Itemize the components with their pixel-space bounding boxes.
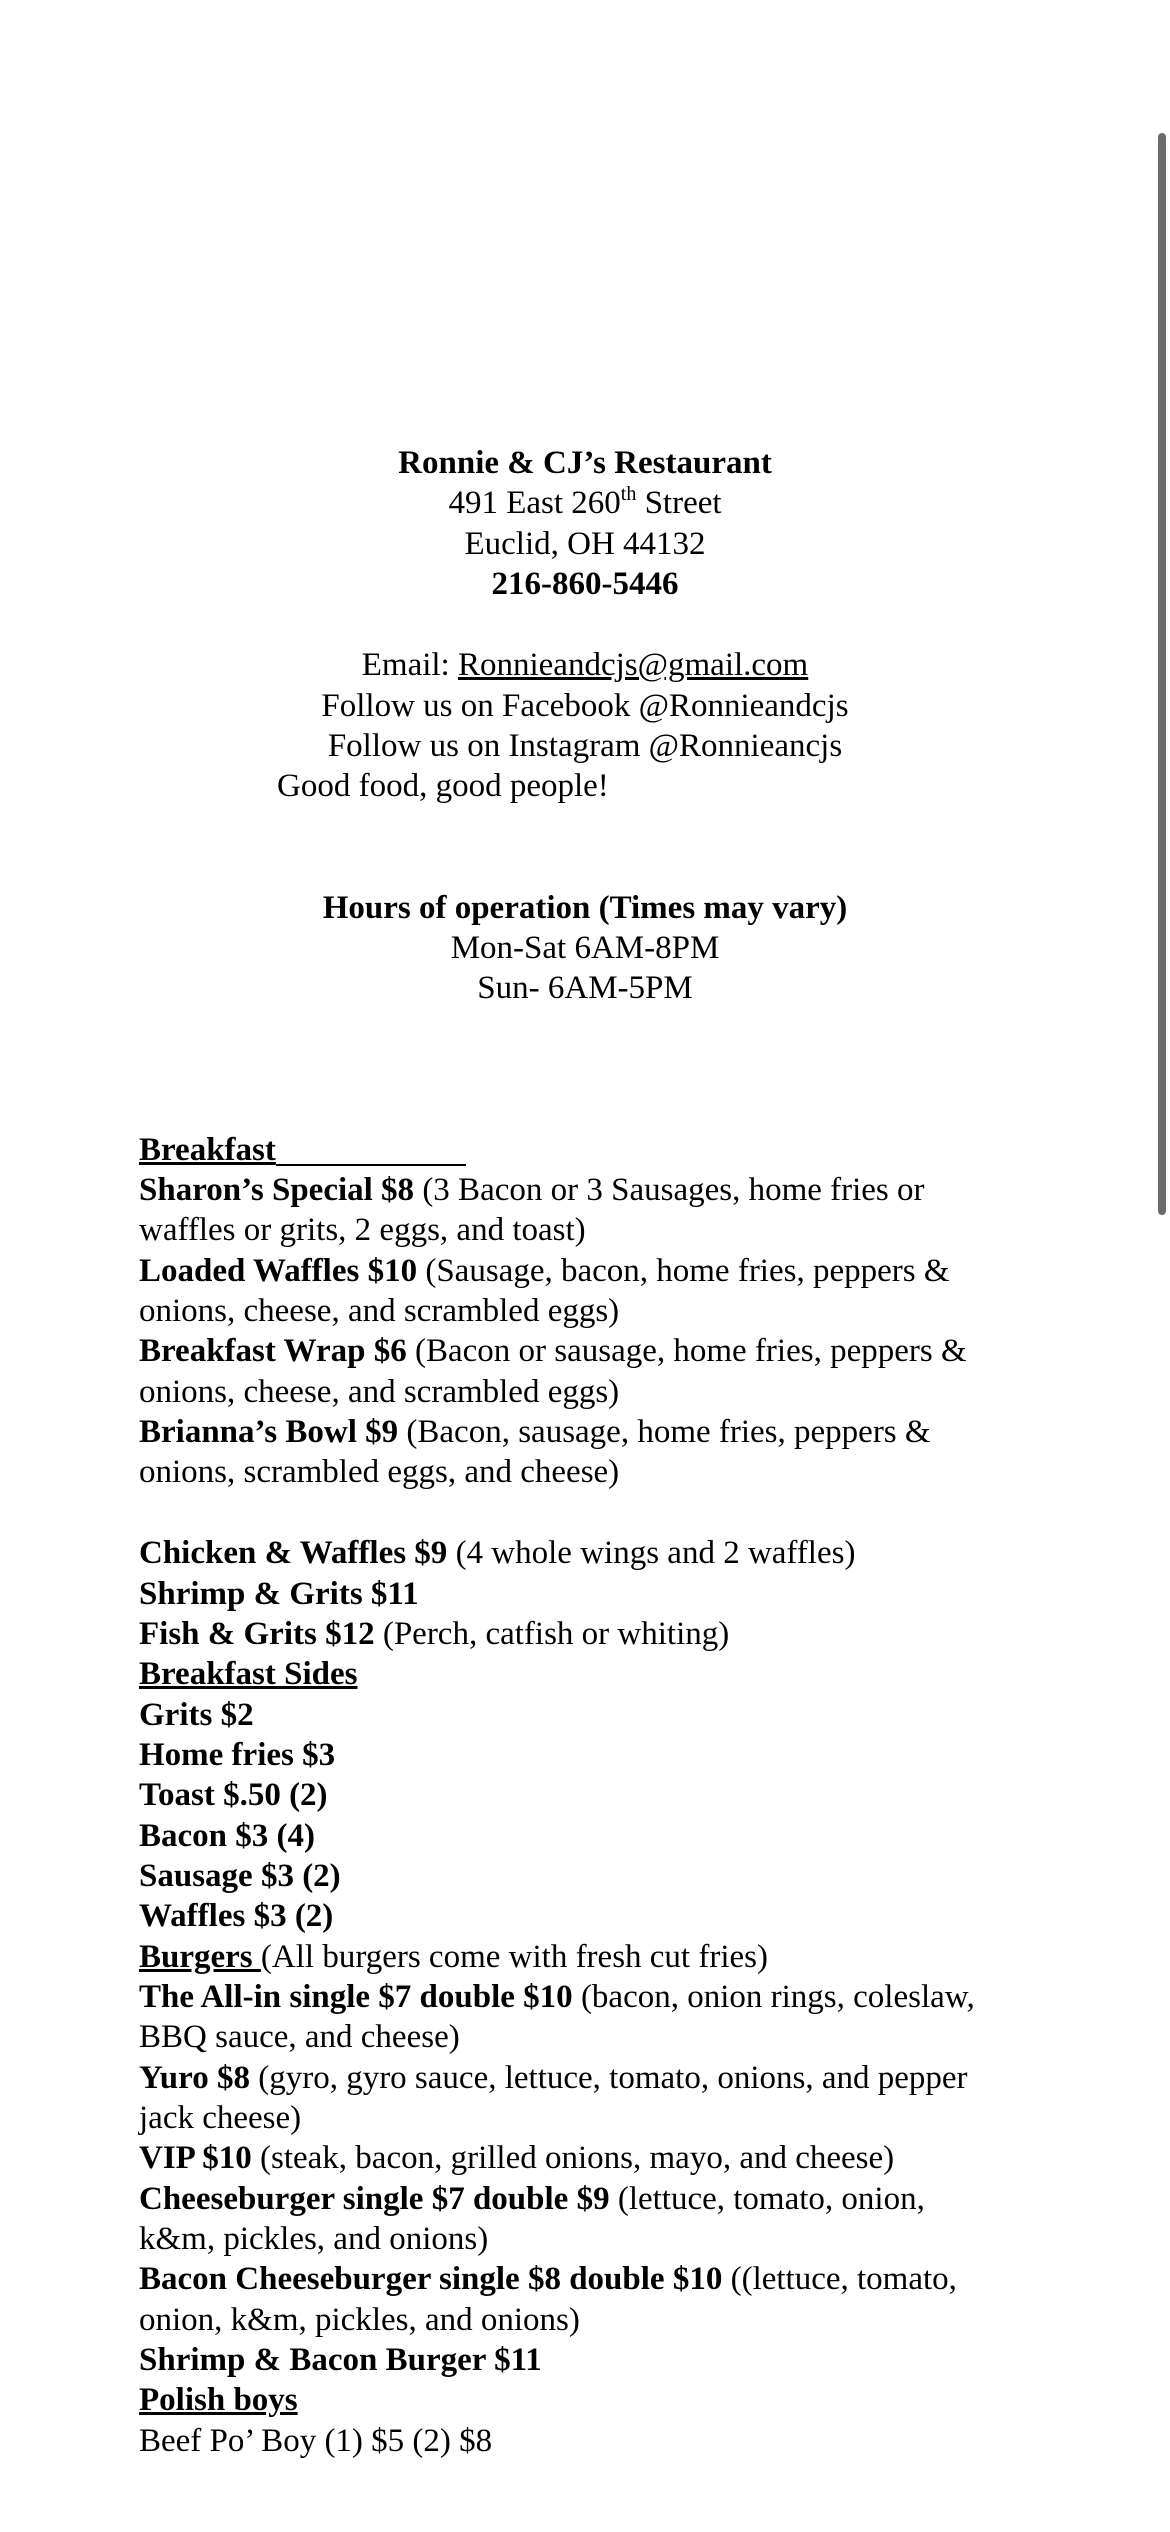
menu-item: Brianna’s Bowl $9 (Bacon, sausage, home fries, peppers &	[139, 1414, 931, 1450]
vertical-scrollbar[interactable]	[1158, 133, 1166, 1215]
menu-item-desc: onions, scrambled eggs, and cheese)	[139, 1454, 620, 1490]
side-item: Waffles $3 (2)	[139, 1898, 334, 1934]
side-item: Toast $.50 (2)	[139, 1777, 328, 1813]
menu-item: Loaded Waffles $10 (Sausage, bacon, home fries, peppers &	[139, 1253, 950, 1289]
menu-item: Yuro $8 (gyro, gyro sauce, lettuce, tomato, onions, and pepper	[139, 2060, 968, 2096]
side-item: Sausage $3 (2)	[139, 1858, 341, 1894]
breakfast-heading: Breakfast	[139, 1130, 466, 1170]
email-line: Email: Ronnieandcjs@gmail.com	[361, 647, 809, 683]
phone-number: 216-860-5446	[491, 566, 679, 602]
menu-item-desc: jack cheese)	[139, 2100, 302, 2136]
menu-item: VIP $10 (steak, bacon, grilled onions, mayo, and cheese)	[139, 2140, 895, 2176]
menu-item: Shrimp & Grits $11	[139, 1576, 419, 1612]
hours-weekdays: Mon-Sat 6AM-8PM	[450, 930, 720, 966]
burgers-heading: Burgers (All burgers come with fresh cut fries)	[139, 1939, 768, 1975]
heading-underline	[276, 1164, 466, 1166]
email-link[interactable]: Ronnieandcjs@gmail.com	[457, 647, 809, 683]
restaurant-name: Ronnie & CJ’s Restaurant	[398, 445, 772, 481]
instagram-line: Follow us on Instagram @Ronnieancjs	[327, 728, 843, 764]
menu-item-desc: k&m, pickles, and onions)	[139, 2221, 489, 2257]
breakfast-sides-heading: Breakfast Sides	[139, 1656, 358, 1692]
menu-item: The All-in single $7 double $10 (bacon, onion rings, coleslaw,	[139, 1979, 975, 2015]
menu-item-desc: BBQ sauce, and cheese)	[139, 2019, 460, 2055]
side-item: Bacon $3 (4)	[139, 1818, 315, 1854]
menu-item: Chicken & Waffles $9 (4 whole wings and 2 waffles)	[139, 1535, 856, 1571]
menu-item-desc: onions, cheese, and scrambled eggs)	[139, 1374, 620, 1410]
menu-item: Bacon Cheeseburger single $8 double $10 ((lettuce, tomato,	[139, 2261, 957, 2297]
menu-item: Sharon’s Special $8 (3 Bacon or 3 Sausages, home fries or	[139, 1172, 925, 1208]
menu-item-desc: onion, k&m, pickles, and onions)	[139, 2302, 580, 2338]
address-street: 491 East 260th Street	[448, 483, 722, 521]
menu-item: Fish & Grits $12 (Perch, catfish or whiting)	[139, 1616, 730, 1652]
side-item: Grits $2	[139, 1697, 254, 1733]
hours-title: Hours of operation (Times may vary)	[322, 890, 848, 926]
polish-boys-heading: Polish boys	[139, 2382, 298, 2418]
address-city: Euclid, OH 44132	[464, 526, 706, 562]
tagline: Good food, good people!	[277, 768, 609, 804]
burgers-note: (All burgers come with fresh cut fries)	[260, 1939, 768, 1975]
menu-item: Beef Po’ Boy (1) $5 (2) $8	[139, 2423, 493, 2459]
menu-item: Cheeseburger single $7 double $9 (lettuce, tomato, onion,	[139, 2181, 925, 2217]
side-item: Home fries $3	[139, 1737, 336, 1773]
menu-item-desc: waffles or grits, 2 eggs, and toast)	[139, 1212, 586, 1248]
menu-item: Breakfast Wrap $6 (Bacon or sausage, home fries, peppers &	[139, 1333, 967, 1369]
menu-item-desc: onions, cheese, and scrambled eggs)	[139, 1293, 620, 1329]
facebook-line: Follow us on Facebook @Ronnieandcjs	[321, 688, 849, 724]
hours-sunday: Sun- 6AM-5PM	[477, 970, 693, 1006]
menu-item: Shrimp & Bacon Burger $11	[139, 2342, 542, 2378]
